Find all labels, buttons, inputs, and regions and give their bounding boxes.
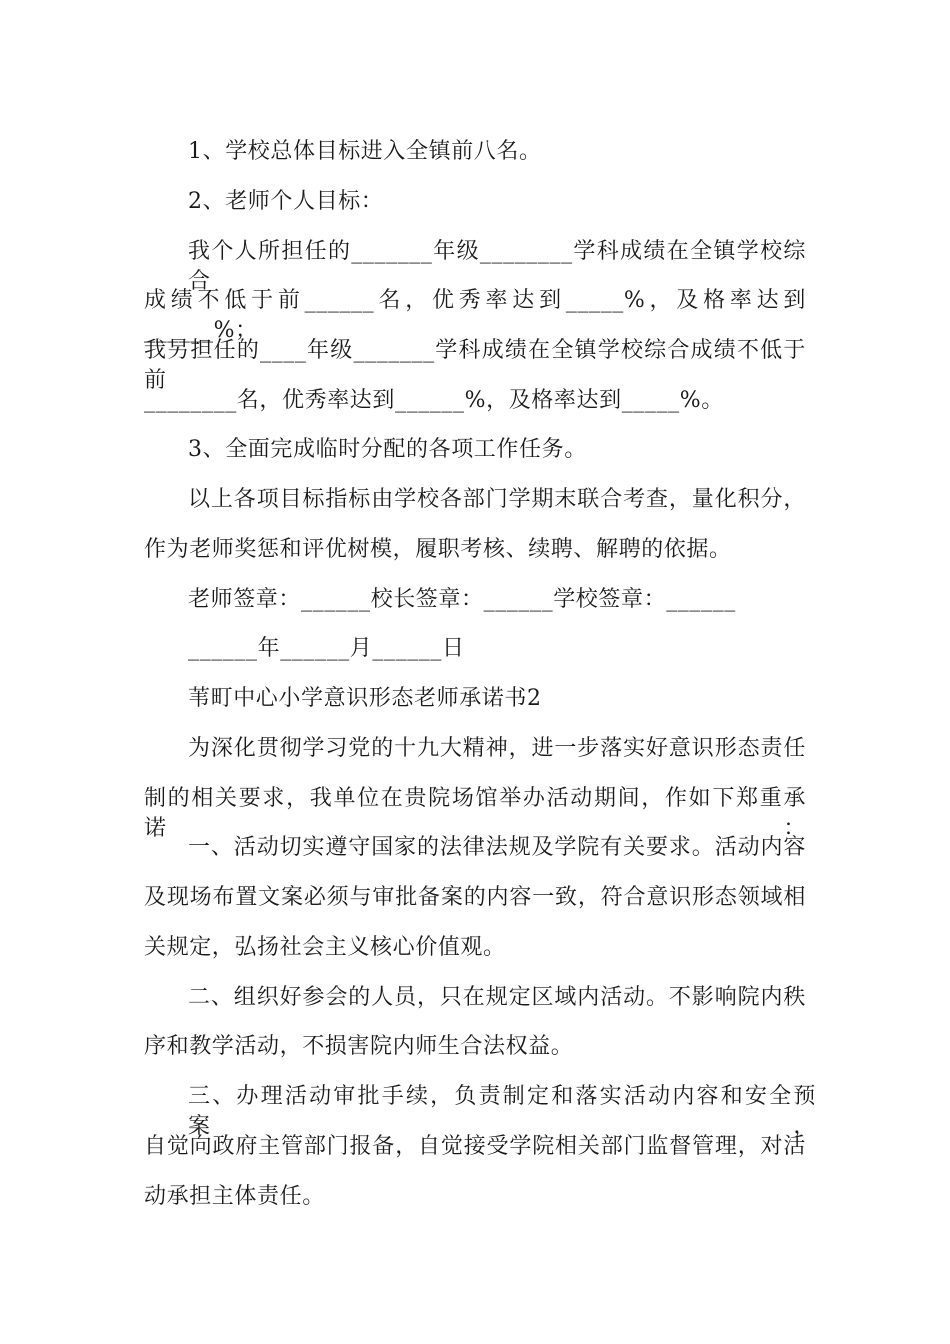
paragraph-line: 关规定，弘扬社会主义核心价值观。 — [144, 935, 506, 960]
signature-line: 老师签章：______校长签章：______学校签章：______ — [188, 587, 736, 612]
paragraph-line: 二、组织好参会的人员，只在规定区域内活动。不影响院内秩 — [188, 985, 806, 1010]
paragraph-line: 为深化贯彻学习党的十九大精神，进一步落实好意识形态责任 — [188, 736, 806, 761]
section-title: 苇町中心小学意识形态老师承诺书2 — [188, 686, 542, 711]
paragraph-line: ________名，优秀率达到______%，及格率达到_____%。 — [144, 388, 724, 413]
paragraph-line: 一、活动切实遵守国家的法律法规及学院有关要求。活动内容 — [188, 835, 806, 860]
paragraph-line: 制的相关要求，我单位在贵院场馆举办活动期间，作如下郑重承诺： — [144, 786, 806, 841]
paragraph-line: 作为老师奖惩和评优树模，履职考核、续聘、解聘的依据。 — [144, 537, 732, 562]
paragraph-line: 我另担任的____年级_______学科成绩在全镇学校综合成绩不低于前 — [144, 338, 806, 393]
goal-item-1: 1、学校总体目标进入全镇前八名。 — [188, 139, 542, 164]
goal-item-2-heading: 2、老师个人目标： — [188, 189, 384, 214]
goal-item-3: 3、全面完成临时分配的各项工作任务。 — [188, 437, 587, 462]
paragraph-line: 序和教学活动，不损害院内师生合法权益。 — [144, 1034, 574, 1059]
paragraph-line: 三、办理活动审批手续，负责制定和落实活动内容和安全预案， — [188, 1084, 816, 1139]
paragraph-line: 及现场布置文案必须与审批备案的内容一致，符合意识形态领域相 — [144, 885, 806, 910]
paragraph-line: 我个人所担任的_______年级________学科成绩在全镇学校综合 — [188, 239, 806, 294]
paragraph-line: 动承担主体责任。 — [144, 1184, 325, 1209]
date-line: ______年______月______日 — [188, 636, 465, 661]
paragraph-line: 自觉向政府主管部门报备，自觉接受学院相关部门监督管理，对活 — [144, 1134, 806, 1159]
paragraph-line: 成绩不低于前______名，优秀率达到_____%，及格率达到______%； — [144, 288, 806, 343]
paragraph-line: 以上各项目标指标由学校各部门学期末联合考查，量化积分， — [188, 487, 806, 512]
